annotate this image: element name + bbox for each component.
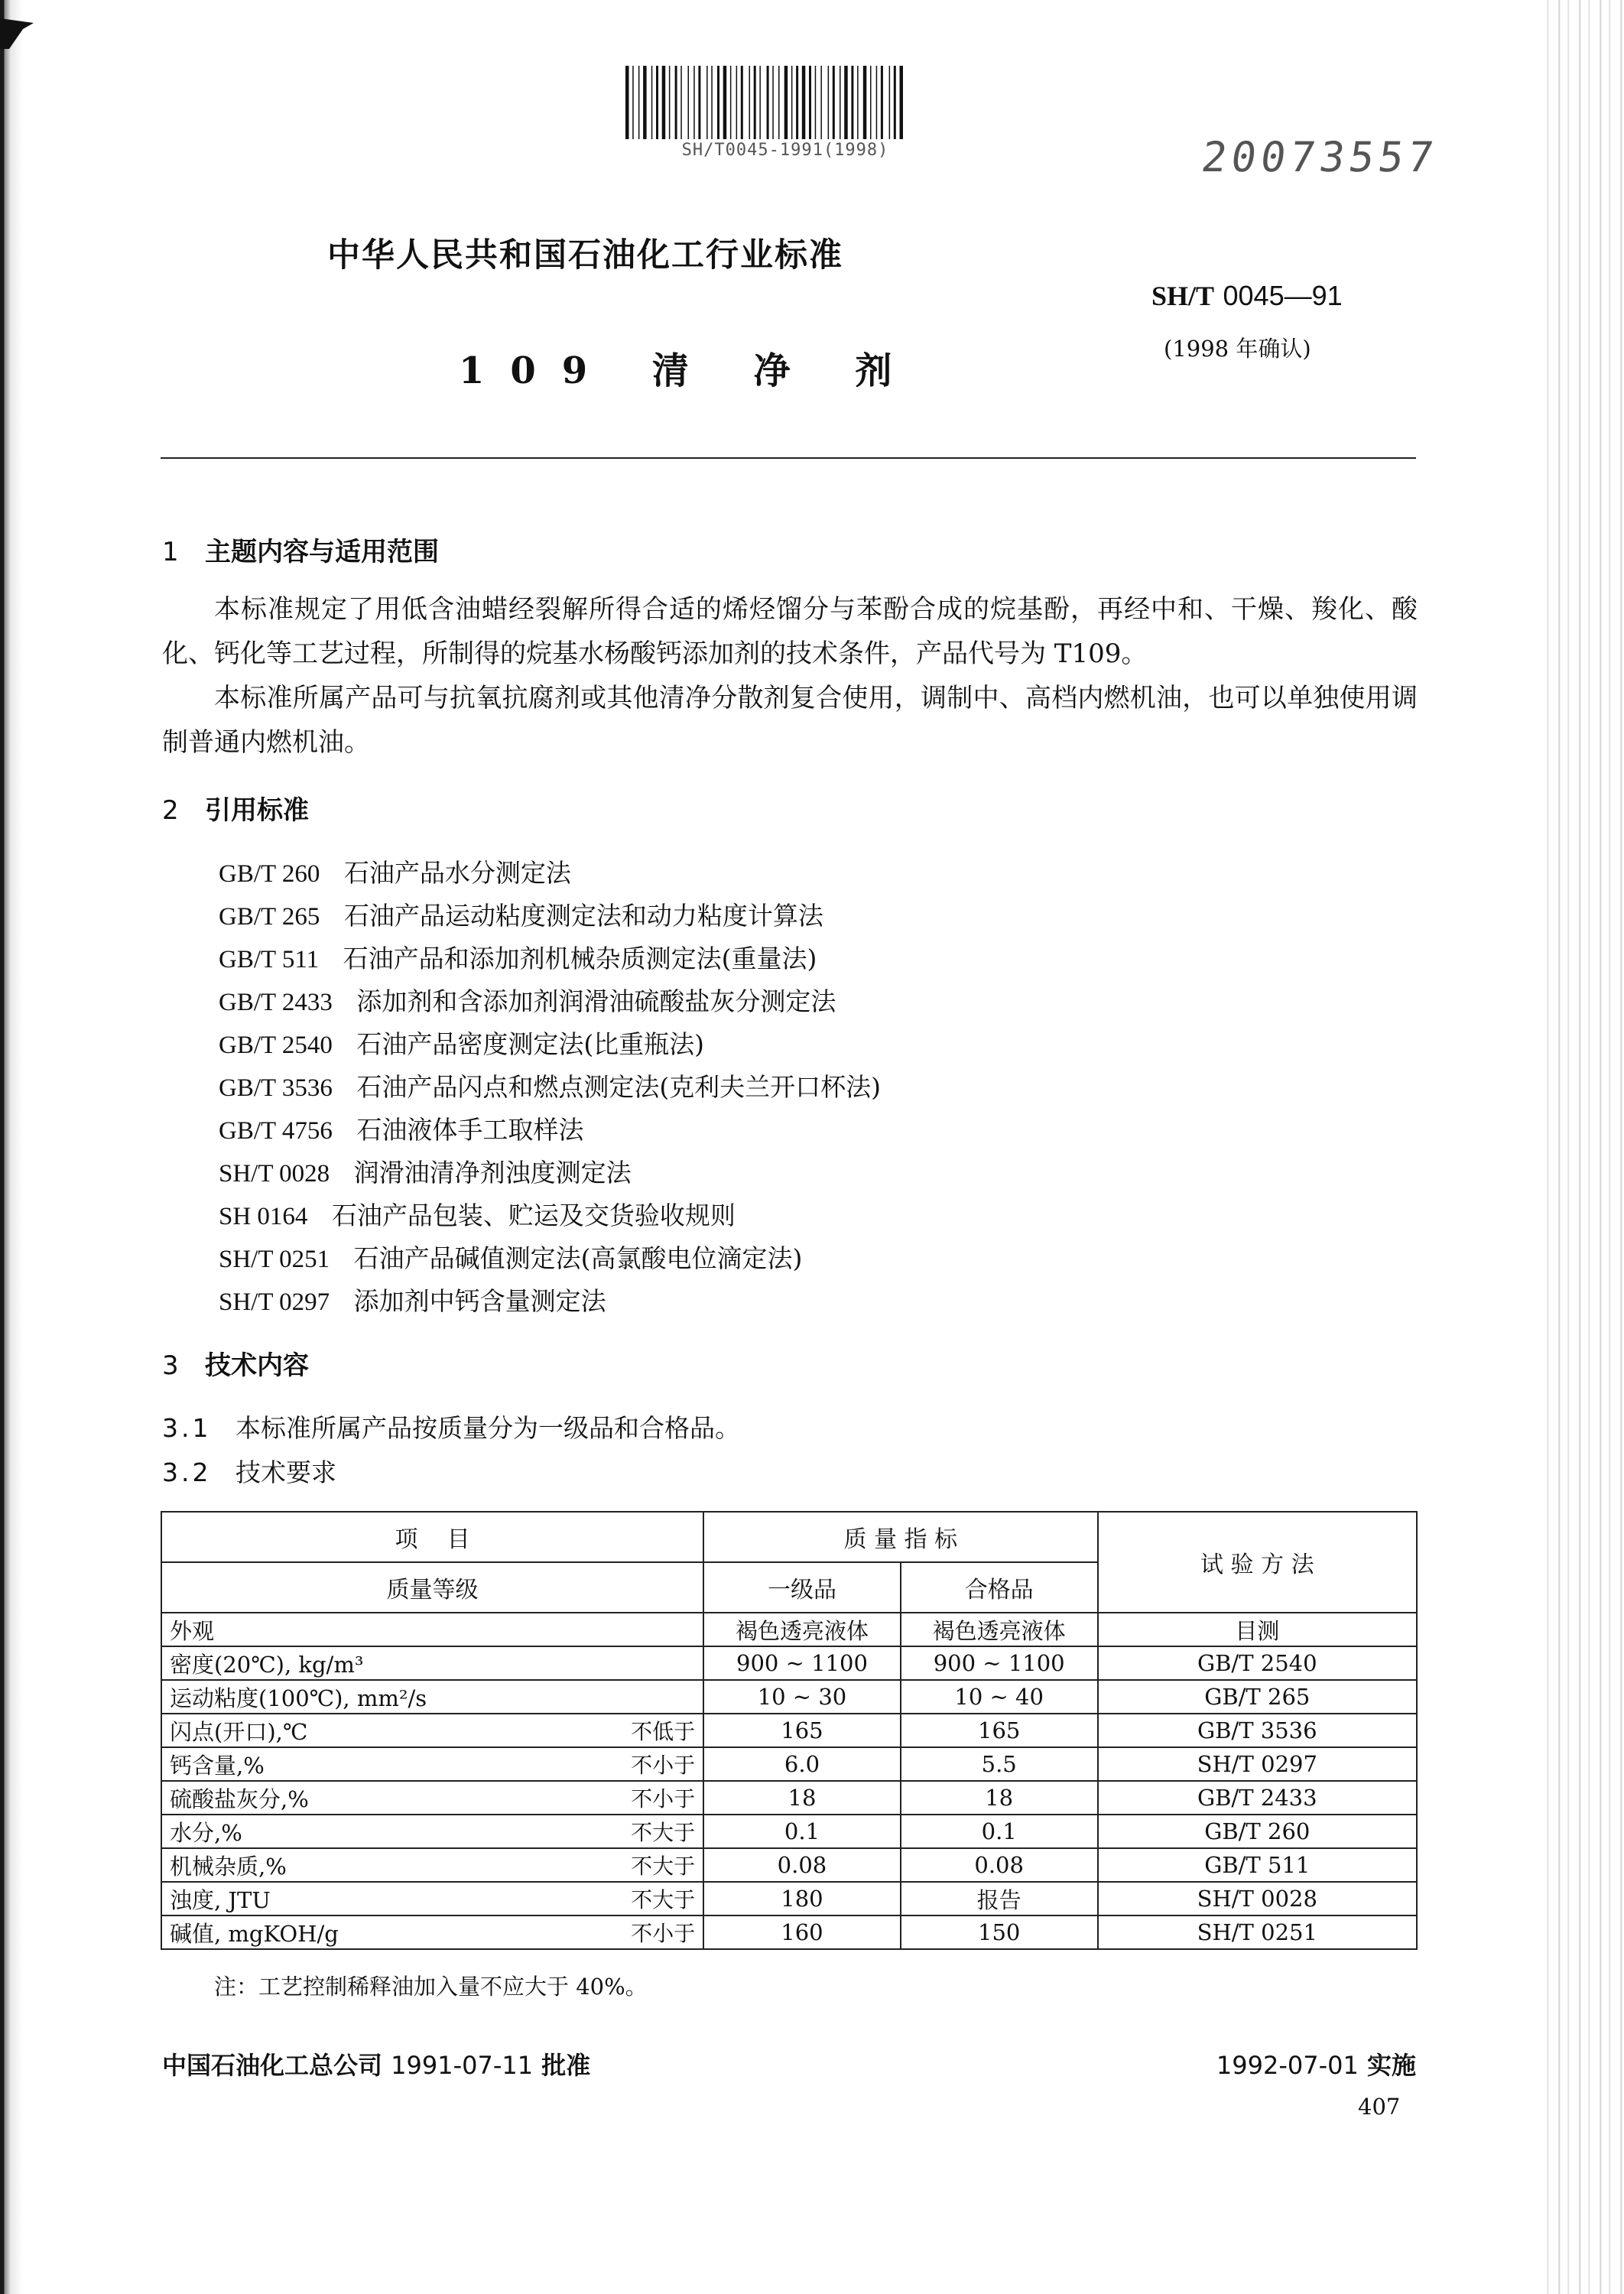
- property-cell: [161, 1815, 703, 1848]
- reference-title: 润滑油清净剂浊度测定法: [353, 1158, 632, 1188]
- standard-number-body: 0045—91: [1223, 280, 1343, 311]
- title-divider: [161, 457, 1416, 459]
- limit-condition: 不大于: [631, 1886, 696, 1912]
- qualified-grade-value: 0.1: [901, 1815, 1098, 1848]
- reference-code: SH/T 0251: [219, 1246, 330, 1273]
- qualified-grade-value: 褐色透亮液体: [901, 1613, 1098, 1646]
- reference-title: 石油产品包装、贮运及交货验收规则: [331, 1201, 736, 1230]
- table-row: [161, 1714, 1417, 1747]
- first-grade-value: 165: [703, 1714, 901, 1747]
- qualified-grade-value: 10 ~ 40: [901, 1680, 1098, 1714]
- property-name: 碱值, mgKOH/g: [170, 1920, 339, 1947]
- approve-label: 批准: [541, 2051, 591, 2080]
- property-cell: [161, 1882, 703, 1915]
- reference-code: GB/T 2433: [219, 989, 333, 1016]
- property-cell: [161, 1613, 703, 1646]
- header-test-method: 试 验 方 法: [1098, 1512, 1417, 1613]
- standard-number: [1151, 280, 1343, 312]
- property-name: 钙含量,%: [170, 1752, 265, 1779]
- section-2-heading: [162, 789, 309, 827]
- clause-number: 3.2: [162, 1457, 212, 1487]
- reference-code: GB/T 2540: [219, 1032, 333, 1059]
- reference-item: [219, 1196, 736, 1232]
- property-name: 运动粘度(100℃), mm²/s: [170, 1685, 427, 1711]
- first-grade-value: 180: [703, 1882, 901, 1915]
- property-name: 密度(20℃), kg/m³: [170, 1651, 364, 1678]
- reference-title: 石油产品密度测定法(比重瓶法): [356, 1029, 705, 1059]
- reference-code: GB/T 260: [219, 860, 320, 888]
- qualified-grade-value: 900 ~ 1100: [901, 1646, 1098, 1680]
- implement-label: 实施: [1366, 2051, 1416, 2080]
- clause-3-1: [162, 1409, 740, 1444]
- section-title: 技术内容: [205, 1350, 309, 1381]
- issuer: 中国石油化工总公司: [162, 2051, 383, 2080]
- qualified-grade-value: 0.08: [901, 1848, 1098, 1882]
- standard-number-prefix: SH/T: [1151, 281, 1215, 311]
- section-number: 2: [162, 795, 179, 826]
- qualified-grade-value: 18: [901, 1781, 1098, 1815]
- qualified-grade-value: 5.5: [901, 1747, 1098, 1781]
- clause-text: 技术要求: [235, 1457, 336, 1487]
- first-grade-value: 900 ~ 1100: [703, 1646, 901, 1680]
- property-name: 浊度, JTU: [170, 1886, 271, 1913]
- section-1-heading: [162, 531, 439, 568]
- reference-code: SH 0164: [219, 1203, 308, 1230]
- implementation-line: [1216, 2046, 1416, 2081]
- table-note: 注：工艺控制稀释油加入量不应大于 40%。: [214, 1974, 648, 2000]
- reference-code: SH/T 0297: [219, 1288, 330, 1316]
- qualified-grade-value: 165: [901, 1714, 1098, 1747]
- property-name: 硫酸盐灰分,%: [170, 1785, 309, 1812]
- table-row: [161, 1747, 1417, 1781]
- table-row: [161, 1915, 1417, 1949]
- property-name: 闪点(开口),℃: [170, 1718, 308, 1745]
- paragraph: 本标准所属产品可与抗氧抗腐剂或其他清净分散剂复合使用，调制中、高档内燃机油，也可以单独使用调制普通内燃机油。: [162, 683, 1418, 758]
- property-cell: [161, 1714, 703, 1747]
- paragraph: 本标准规定了用低含油蜡经裂解所得合适的烯烃馏分与苯酚合成的烷基酚，再经中和、干燥、羧化、酸化、钙化等工艺过程，所制得的烷基水杨酸钙添加剂的技术条件，产品代号为 T109。: [162, 594, 1418, 669]
- header-quality-grade: 质量等级: [161, 1562, 703, 1613]
- table-row: [161, 1848, 1417, 1882]
- reference-title: 石油产品闪点和燃点测定法(克利夫兰开口杯法): [356, 1072, 882, 1102]
- reference-code: GB/T 4756: [219, 1117, 333, 1145]
- first-grade-value: 0.1: [703, 1815, 901, 1848]
- table-row: [161, 1815, 1417, 1848]
- reference-code: GB/T 3536: [219, 1074, 333, 1102]
- reference-title: 石油产品运动粘度测定法和动力粘度计算法: [343, 901, 823, 931]
- scan-left-edge: [0, 0, 23, 2294]
- reference-code: GB/T 265: [219, 903, 320, 931]
- reference-code: SH/T 0028: [219, 1160, 330, 1188]
- table-row: [161, 1613, 1417, 1646]
- approve-date: 1991-07-11: [391, 2051, 534, 2080]
- limit-condition: 不大于: [631, 1819, 696, 1845]
- section-title: 引用标准: [205, 795, 309, 826]
- reference-title: 添加剂和含添加剂润滑油硫酸盐灰分测定法: [356, 986, 836, 1016]
- test-method-value: GB/T 511: [1098, 1848, 1417, 1882]
- scan-right-edge: [1540, 0, 1624, 2294]
- reference-title: 石油产品碱值测定法(高氯酸电位滴定法): [353, 1243, 803, 1273]
- test-method-value: SH/T 0251: [1098, 1915, 1417, 1949]
- confirmation-note: (1998 年确认): [1164, 336, 1311, 362]
- document-title: 109 清 净 剂: [459, 349, 918, 392]
- reference-item: [219, 896, 823, 932]
- property-name: 水分,%: [170, 1819, 242, 1846]
- test-method-value: SH/T 0297: [1098, 1747, 1417, 1781]
- clause-3-2: [162, 1453, 336, 1489]
- section-title: 主题内容与适用范围: [205, 537, 439, 567]
- first-grade-value: 6.0: [703, 1747, 901, 1781]
- property-cell: [161, 1915, 703, 1949]
- first-grade-value: 10 ~ 30: [703, 1680, 901, 1714]
- test-method-value: GB/T 260: [1098, 1815, 1417, 1848]
- handwritten-number: 20073557: [1198, 133, 1441, 181]
- limit-condition: 不大于: [631, 1853, 696, 1879]
- test-method-value: GB/T 265: [1098, 1680, 1417, 1714]
- reference-item: [219, 939, 817, 975]
- limit-condition: 不低于: [631, 1718, 696, 1744]
- test-method-value: 目测: [1098, 1613, 1417, 1646]
- table-row: [161, 1882, 1417, 1915]
- table-row: [161, 1680, 1417, 1714]
- barcode-text: SH/T0045-1991(1998): [681, 141, 889, 160]
- reference-item: [219, 853, 571, 889]
- property-name: 机械杂质,%: [170, 1853, 287, 1880]
- property-cell: [161, 1781, 703, 1815]
- technical-requirements-table: [161, 1511, 1418, 1950]
- section-number: 1: [162, 537, 179, 567]
- reference-item: [219, 982, 836, 1018]
- property-name: 外观: [170, 1617, 215, 1644]
- limit-condition: 不小于: [631, 1785, 696, 1811]
- property-cell: [161, 1747, 703, 1781]
- reference-title: 石油液体手工取样法: [356, 1115, 584, 1145]
- reference-item: [219, 1239, 802, 1275]
- header-quality-index: 质 量 指 标: [703, 1512, 1097, 1562]
- first-grade-value: 0.08: [703, 1848, 901, 1882]
- reference-item: [219, 1153, 632, 1189]
- header-first-grade: 一级品: [703, 1562, 901, 1613]
- section-3-heading: [162, 1344, 309, 1382]
- qualified-grade-value: 报告: [901, 1882, 1098, 1915]
- clause-text: 本标准所属产品按质量分为一级品和合格品。: [235, 1413, 740, 1443]
- test-method-value: GB/T 2540: [1098, 1646, 1417, 1680]
- first-grade-value: 褐色透亮液体: [703, 1613, 901, 1646]
- header-qualified-grade: 合格品: [901, 1562, 1098, 1613]
- reference-item: [219, 1110, 583, 1146]
- reference-code: GB/T 511: [219, 946, 320, 973]
- header-item: 项 目: [161, 1512, 703, 1562]
- reference-item: [219, 1067, 881, 1103]
- table-row: [161, 1781, 1417, 1815]
- test-method-value: GB/T 2433: [1098, 1781, 1417, 1815]
- implement-date: 1992-07-01: [1216, 2051, 1359, 2080]
- page-number: 407: [1358, 2094, 1401, 2120]
- section-number: 3: [162, 1350, 179, 1381]
- section-1-body: [162, 587, 1418, 765]
- clause-number: 3.1: [162, 1413, 212, 1443]
- property-cell: [161, 1680, 703, 1714]
- test-method-value: GB/T 3536: [1098, 1714, 1417, 1747]
- scan-corner-mark: [0, 18, 34, 49]
- limit-condition: 不小于: [631, 1752, 696, 1778]
- property-cell: [161, 1848, 703, 1882]
- approval-line: [162, 2046, 590, 2081]
- limit-condition: 不小于: [631, 1920, 696, 1946]
- reference-title: 石油产品水分测定法: [343, 858, 571, 888]
- standard-header: 中华人民共和国石油化工行业标准: [327, 236, 843, 275]
- property-cell: [161, 1646, 703, 1680]
- table-header-row: [161, 1512, 1417, 1562]
- test-method-value: SH/T 0028: [1098, 1882, 1417, 1915]
- reference-item: [219, 1025, 704, 1061]
- reference-item: [219, 1282, 606, 1318]
- reference-title: 添加剂中钙含量测定法: [353, 1286, 606, 1316]
- table-row: [161, 1646, 1417, 1680]
- qualified-grade-value: 150: [901, 1915, 1098, 1949]
- first-grade-value: 160: [703, 1915, 901, 1949]
- first-grade-value: 18: [703, 1781, 901, 1815]
- reference-title: 石油产品和添加剂机械杂质测定法(重量法): [343, 944, 817, 973]
- barcode-image: [624, 66, 947, 139]
